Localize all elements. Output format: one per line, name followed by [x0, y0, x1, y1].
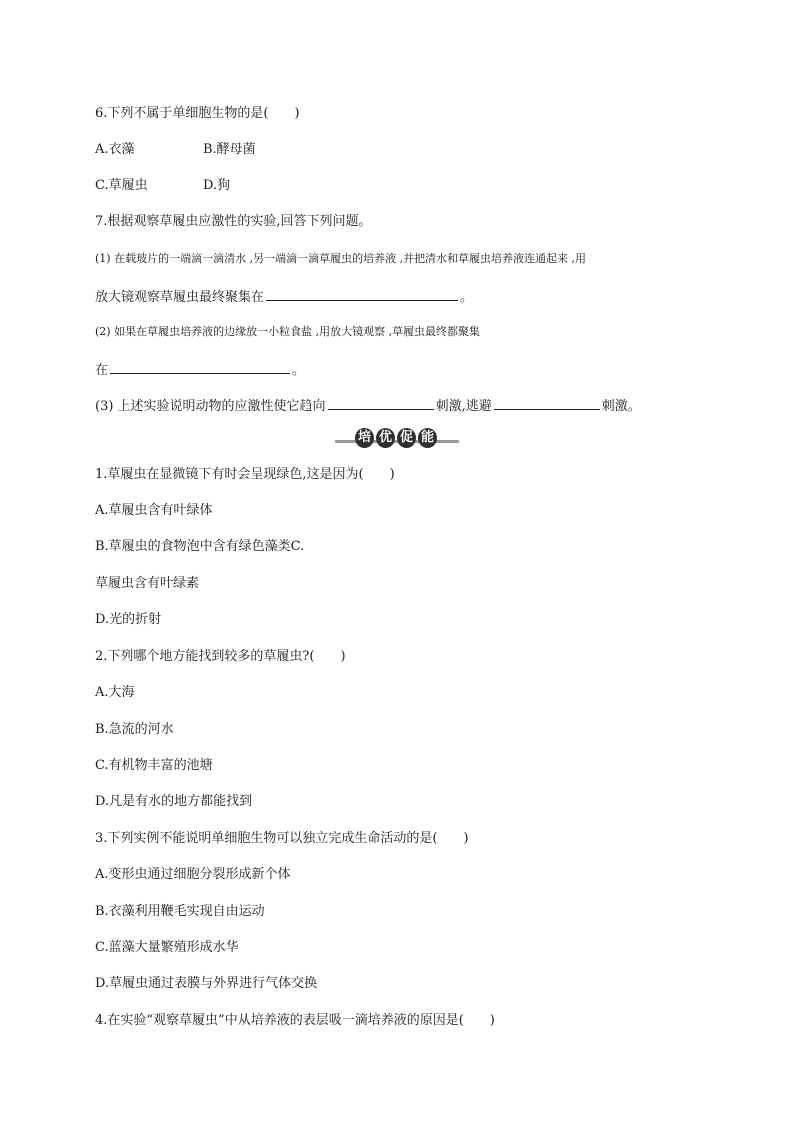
question-7-part2-suffix: 。 — [292, 363, 306, 378]
banner-title — [355, 428, 437, 448]
question-7-part2-line2 — [95, 360, 305, 380]
question-6-stem: 6.下列不属于单细胞生物的是( ) — [95, 106, 300, 121]
question-7-part3 — [95, 396, 641, 416]
question-6-option-d: D.狗 — [203, 178, 231, 193]
answer-blank[interactable] — [110, 360, 290, 374]
section-question-1-option-b: B.草履虫的食物泡中含有绿色藻类C. — [95, 539, 305, 554]
banner-char: 促 — [397, 428, 416, 448]
banner-char: 优 — [376, 428, 395, 448]
section-question-3-option-c: C.蓝藻大量繁殖形成水华 — [95, 940, 239, 955]
section-question-2-option-c: C.有机物丰富的池塘 — [95, 758, 213, 773]
section-question-1-option-d: D.光的折射 — [95, 612, 162, 627]
section-question-3-option-b: B.衣藻利用鞭毛实现自由运动 — [95, 904, 265, 919]
question-6-option-c: C.草履虫 — [95, 178, 148, 193]
answer-blank[interactable] — [494, 396, 600, 410]
question-6-option-b: B.酵母菌 — [203, 142, 256, 157]
section-question-2-option-a: A.大海 — [95, 685, 135, 700]
section-question-2-stem: 2.下列哪个地方能找到较多的草履虫?( ) — [95, 649, 346, 664]
question-7-stem: 7.根据观察草履虫应激性的实验,回答下列问题。 — [95, 214, 372, 229]
section-question-3-option-a: A.变形虫通过细胞分裂形成新个体 — [95, 867, 291, 882]
banner-char: 能 — [418, 428, 437, 448]
section-question-3-option-d: D.草履虫通过表膜与外界进行气体交换 — [95, 976, 318, 991]
question-7-part3-suffix: 刺激。 — [601, 399, 641, 414]
question-7-part2-prefix: 在 — [95, 363, 109, 378]
banner-char: 培 — [355, 428, 374, 448]
section-question-2-option-d: D.凡是有水的地方都能找到 — [95, 794, 253, 809]
section-question-1-option-a: A.草履虫含有叶绿体 — [95, 503, 213, 518]
question-7-part1-suffix: 。 — [460, 290, 474, 305]
section-question-1-stem: 1.草履虫在显微镜下有时会呈现绿色,这是因为( ) — [95, 467, 395, 482]
section-banner — [335, 428, 459, 452]
question-7-part1-prefix: 放大镜观察草履虫最终聚集在 — [95, 290, 265, 305]
question-7-part1-line1: (1) 在载玻片的一端滴一滴清水 ,另一端滴一滴草履虫的培养液 ,并把清水和草履虫培养液连通起来 ,用 — [95, 252, 587, 265]
section-question-3-stem: 3.下列实例不能说明单细胞生物可以独立完成生命活动的是( ) — [95, 831, 469, 846]
question-6-option-a: A.衣藻 — [95, 142, 135, 157]
section-question-1-option-c: 草履虫含有叶绿素 — [95, 576, 200, 591]
question-7-part3-prefix: (3) 上述实验说明动物的应激性使它趋向 — [95, 399, 326, 414]
question-7-part1-line2 — [95, 287, 473, 307]
answer-blank[interactable] — [266, 287, 458, 301]
question-7-part2-line1: (2) 如果在草履虫培养液的边缘放一小粒食盐 ,用放大镜观察 ,草履虫最终都聚集 — [95, 325, 481, 338]
question-7-part3-mid: 刺激,逃避 — [435, 399, 492, 414]
answer-blank[interactable] — [328, 396, 434, 410]
section-question-2-option-b: B.急流的河水 — [95, 722, 174, 737]
section-question-4-stem: 4.在实验“观察草履虫”中从培养液的表层吸一滴培养液的原因是( ) — [95, 1013, 495, 1028]
